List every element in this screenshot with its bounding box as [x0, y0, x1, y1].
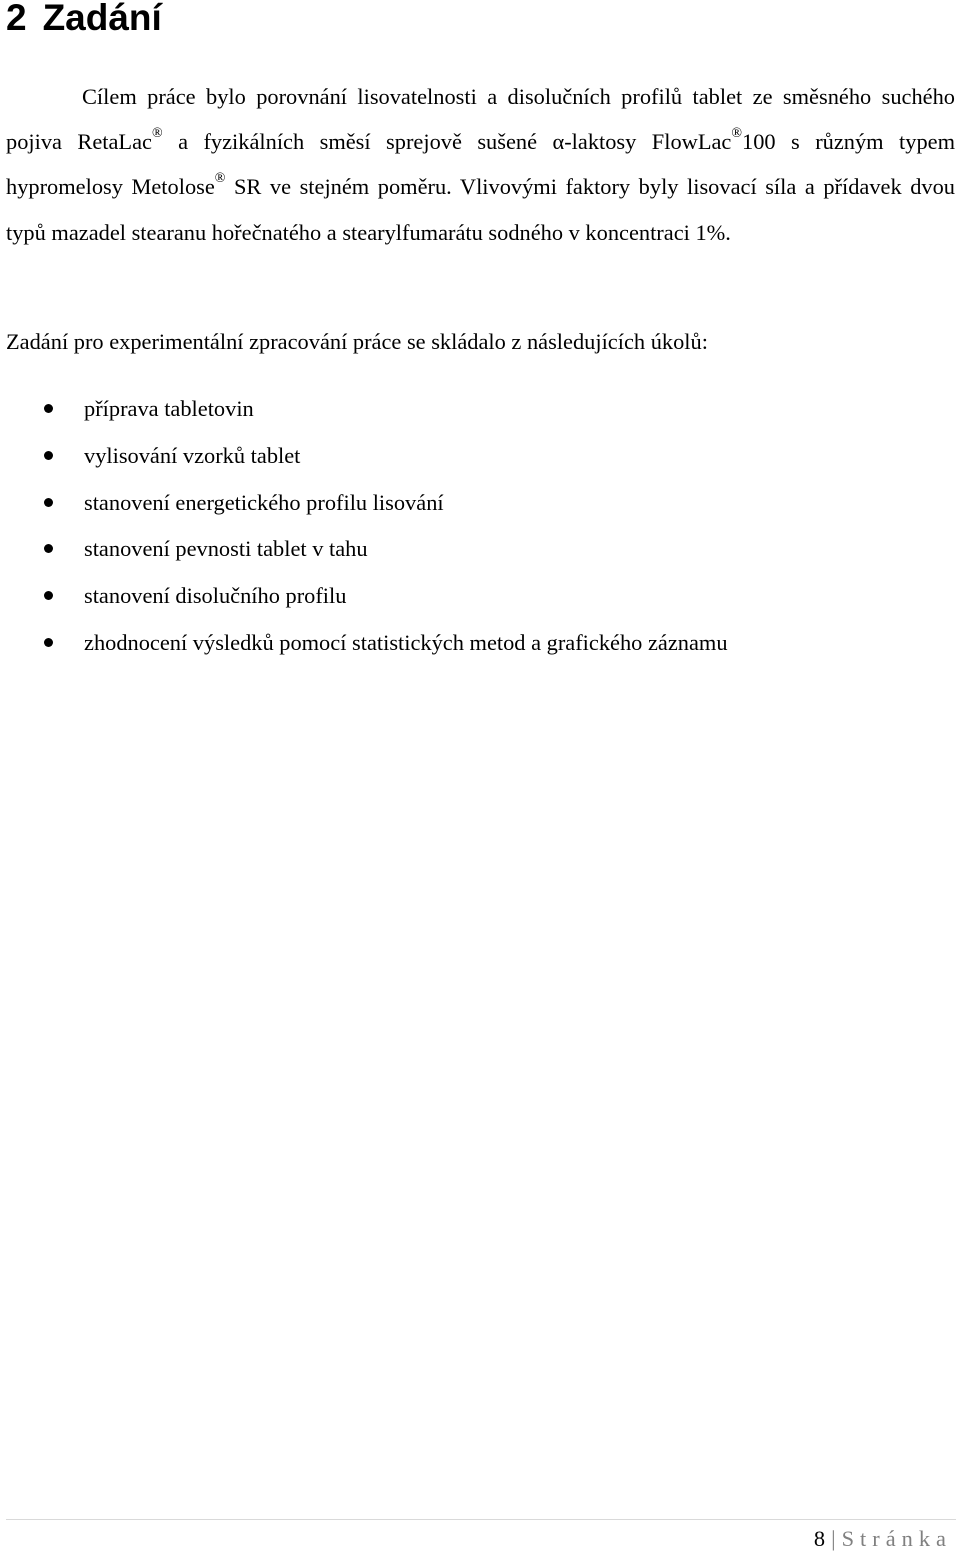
tasks-intro-paragraph: Zadání pro experimentální zpracování práce se skládalo z následujících úkolů:	[6, 329, 708, 354]
task-text: příprava tabletovin	[84, 396, 254, 421]
bullet-icon	[44, 544, 53, 553]
task-text: zhodnocení výsledků pomocí statistických metod a grafického záznamu	[84, 629, 728, 655]
intro-text-4: SR ve stejném poměru. Vlivovými faktory byly lisovací síla a přídavek dvou typů mazadel stearanu hořečnatého a stearylfumarátu sodného v koncentraci 1%.	[6, 174, 955, 245]
intro-text-3: 100 s různým typem hypromelosy Metolose	[6, 129, 955, 200]
bullet-icon	[44, 638, 53, 647]
footer-separator: |	[831, 1526, 836, 1551]
page-number: 8	[813, 1526, 826, 1551]
section-title: Zadání	[42, 0, 162, 38]
registered-mark-retalac: ®	[152, 126, 163, 142]
bullet-icon	[44, 498, 53, 507]
bullet-icon	[44, 404, 53, 413]
registered-mark-flowlac: ®	[731, 126, 743, 142]
task-text: stanovení pevnosti tablet v tahu	[84, 536, 368, 562]
task-text: stanovení energetického profilu lisování	[84, 489, 444, 515]
intro-paragraph	[6, 74, 955, 255]
intro-text-2: a fyzikálních směsí sprejově sušené α-laktosy FlowLac	[162, 129, 732, 155]
registered-mark-metolose: ®	[214, 171, 226, 187]
page-label: Stránka	[841, 1526, 952, 1551]
footer-divider	[6, 1519, 956, 1520]
bullet-icon	[44, 451, 53, 460]
section-heading	[6, 0, 162, 42]
intro-text-1: Cílem práce bylo porovnání lisovatelnosti a disolučních profilů tablet ze směsného suchého pojiva RetaLac	[6, 84, 955, 155]
task-text: vylisování vzorků tablet	[84, 442, 301, 468]
bullet-icon	[44, 591, 53, 600]
section-number: 2	[6, 0, 27, 38]
task-text: stanovení disolučního profilu	[84, 583, 347, 609]
